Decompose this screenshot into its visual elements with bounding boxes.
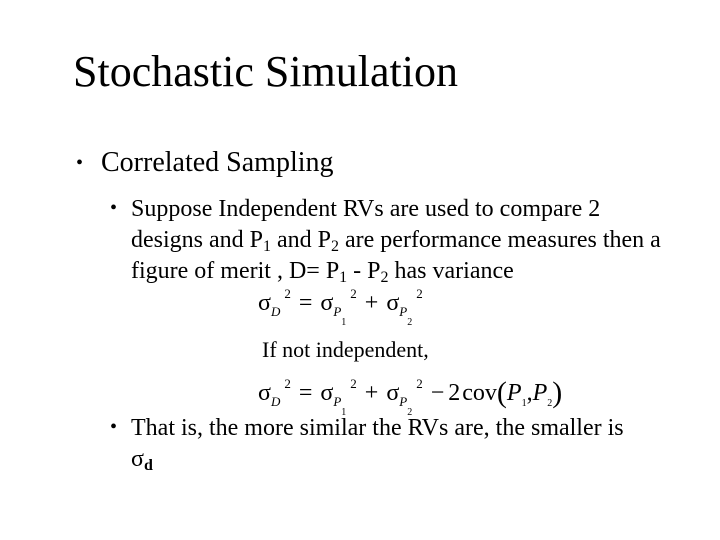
bullet-suppose-independent: Suppose Independent RVs are used to compare 2 designs and $P_1$ and $P_2$ are performance measures then a figure of merit , $D= P_1 - P_2$ has variance [131,196,661,286]
variance-equation-independent: $\sigma_D^2 = \sigma_{P_1}^2 + \sigma_{P_2}^2$ [258,286,423,328]
bullet-marker: • [110,197,118,219]
condition-text: If not independent, [262,337,429,362]
variance-equation-dependent: $\sigma_D^2 = \sigma_{P_1}^2 + \sigma_{P_2}^2 - 2cov(P_1,P_2)$ [258,376,563,418]
bullet-marker: • [76,152,84,174]
bullet-marker: • [110,416,118,438]
slide-title: Stochastic Simulation [73,47,458,96]
bullet-that-is: That is, the more similar the RVs are, the smaller is σd [131,415,624,474]
bullet-correlated-sampling: Correlated Sampling [101,147,334,178]
